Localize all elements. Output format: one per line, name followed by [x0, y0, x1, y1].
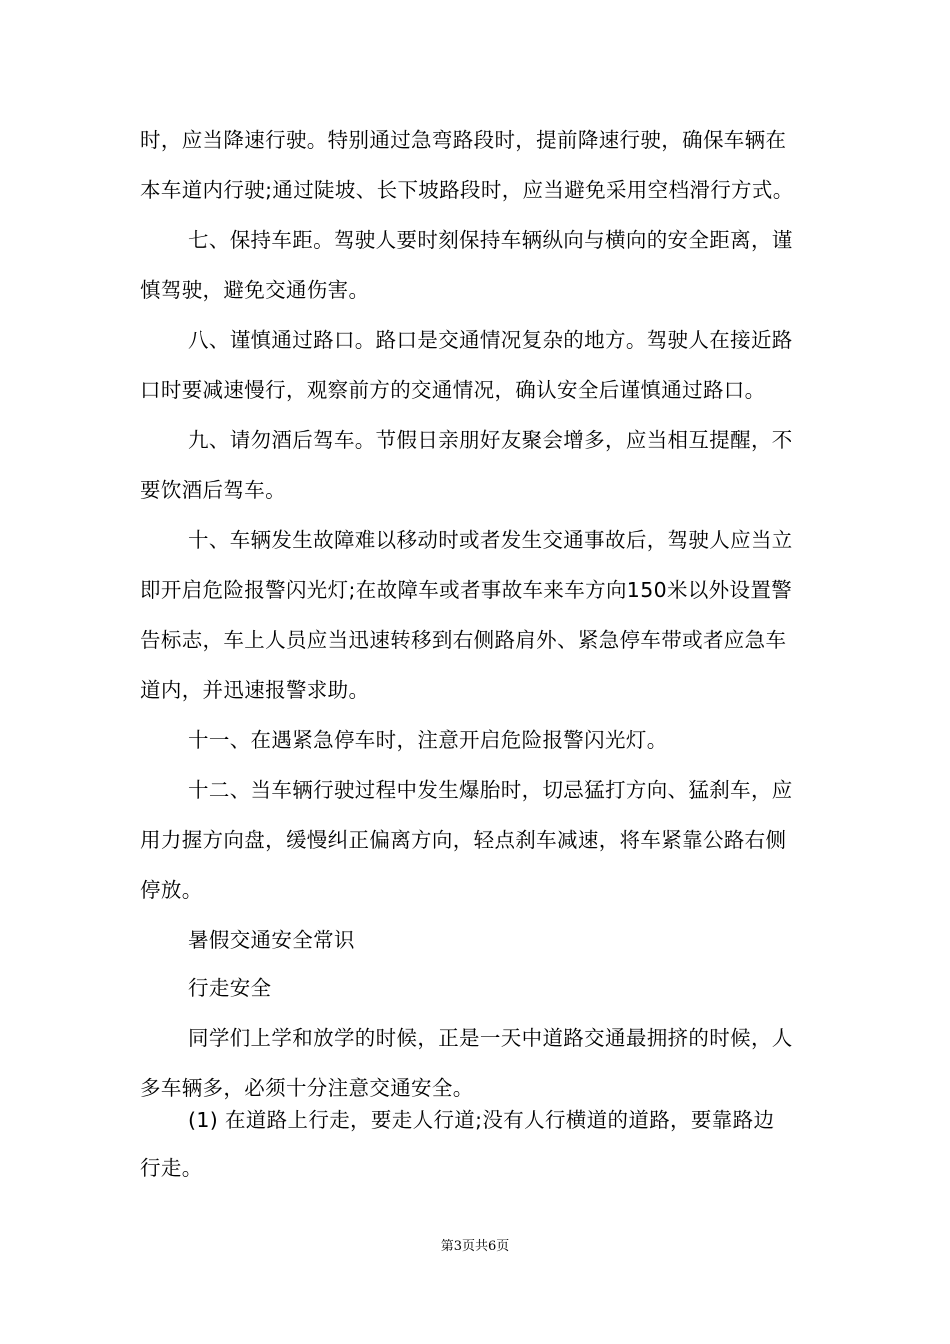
paragraph-start: 十二、当车辆行驶过程中发生爆胎时，切忌猛打方向、猛刹车，应 [188, 778, 793, 802]
text-line: 要饮酒后驾车。 [140, 478, 286, 502]
text-line: 时，应当降速行驶。特别通过急弯路段时，提前降速行驶，确保车辆在 [140, 128, 787, 152]
page-number-footer: 第3页共6页 [440, 1239, 510, 1254]
list-item: (1) 在道路上行走，要走人行道;没有人行横道的道路，要靠路边 [188, 1108, 775, 1132]
paragraph-start: 八、谨慎通过路口。路口是交通情况复杂的地方。驾驶人在接近路 [188, 328, 793, 352]
text-line: 告标志，车上人员应当迅速转移到右侧路肩外、紧急停车带或者应急车 [140, 628, 787, 652]
text-line: 慎驾驶，避免交通伤害。 [140, 278, 370, 302]
section-heading: 暑假交通安全常识 [188, 928, 355, 952]
text-line: 多车辆多，必须十分注意交通安全。 [140, 1076, 474, 1100]
paragraph-start: 九、请勿酒后驾车。节假日亲朋好友聚会增多，应当相互提醒，不 [188, 428, 793, 452]
text-line: 本车道内行驶;通过陡坡、长下坡路段时，应当避免采用空档滑行方式。 [140, 178, 794, 202]
text-line: 停放。 [140, 878, 203, 902]
text-line: 道内，并迅速报警求助。 [140, 678, 370, 702]
paragraph-start: 七、保持车距。驾驶人要时刻保持车辆纵向与横向的安全距离，谨 [188, 228, 793, 252]
text-line: 用力握方向盘，缓慢纠正偏离方向，轻点刹车减速，将车紧靠公路右侧 [140, 828, 787, 852]
text-line: 即开启危险报警闪光灯;在故障车或者事故车来车方向150米以外设置警 [140, 578, 793, 602]
text-line: 口时要减速慢行，观察前方的交通情况，确认安全后谨慎通过路口。 [140, 378, 766, 402]
paragraph-start: 十一、在遇紧急停车时，注意开启危险报警闪光灯。 [188, 728, 668, 752]
paragraph-start: 十、车辆发生故障难以移动时或者发生交通事故后，驾驶人应当立 [188, 528, 793, 552]
paragraph-start: 同学们上学和放学的时候，正是一天中道路交通最拥挤的时候，人 [188, 1026, 793, 1050]
text-line: 行走。 [140, 1156, 203, 1180]
subsection-heading: 行走安全 [188, 976, 272, 1000]
